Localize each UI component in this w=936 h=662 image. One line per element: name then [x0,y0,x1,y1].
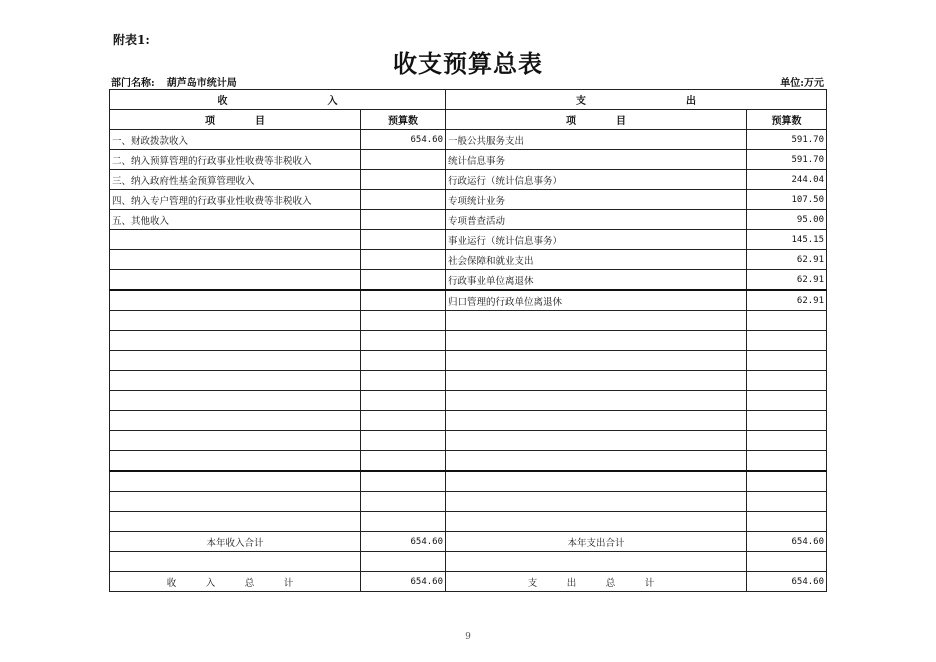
expense-item-cell: 事业运行（统计信息事务） [446,230,747,250]
expense-item-cell: 归口管理的行政单位离退休 [446,290,747,311]
expense-budget-header: 预算数 [747,110,827,130]
expense-value-cell: 145.15 [747,230,827,250]
income-value-cell [361,190,446,210]
empty-cell [110,552,361,572]
expense-item-cell: 行政运行（统计信息事务） [446,170,747,190]
annex-label: 附表1: [113,33,150,47]
column-header-row [110,110,827,130]
table-row [110,451,827,472]
income-value-cell [361,270,446,291]
expense-value-cell: 62.91 [747,270,827,291]
table-row [110,270,827,291]
expense-value-cell: 95.00 [747,210,827,230]
table-row [110,190,827,210]
table-row [110,210,827,230]
income-value-cell [361,170,446,190]
expense-value-cell: 62.91 [747,290,827,311]
table-row [110,150,827,170]
table-row [110,391,827,411]
table-row [110,512,827,532]
expense-value-cell [747,451,827,472]
table-row [110,431,827,451]
income-value-cell [361,451,446,472]
income-value-cell [361,351,446,371]
expense-year-total-label: 本年支出合计 [446,532,747,552]
income-year-total-value: 654.60 [361,532,446,552]
unit-label: 单位:万元 [780,78,824,89]
income-value-cell [361,492,446,512]
expense-item-cell: 统计信息事务 [446,150,747,170]
grand-total-row [110,572,827,592]
income-item-cell: 五、其他收入 [110,210,361,230]
expense-value-cell [747,351,827,371]
income-item-cell [110,471,361,492]
income-item-cell [110,311,361,331]
income-value-cell [361,471,446,492]
expense-year-total-value: 654.60 [747,532,827,552]
income-grand-total-value: 654.60 [361,572,446,592]
expense-item-cell [446,391,747,411]
income-year-total-label: 本年收入合计 [110,532,361,552]
income-item-cell: 一、财政拨款收入 [110,130,361,150]
income-value-cell [361,210,446,230]
expense-item-cell [446,471,747,492]
department-line [111,74,237,89]
income-value-cell [361,411,446,431]
expense-value-cell [747,431,827,451]
table-row [110,230,827,250]
income-item-cell [110,492,361,512]
income-item-cell [110,451,361,472]
income-value-cell [361,250,446,270]
empty-cell [361,552,446,572]
income-item-cell [110,230,361,250]
table-row [110,471,827,492]
expense-value-cell [747,311,827,331]
income-budget-header: 预算数 [361,110,446,130]
table-row [110,492,827,512]
expense-header: 支 出 [446,90,827,110]
expense-item-cell [446,331,747,351]
income-item-cell [110,270,361,291]
expense-item-cell: 专项普查活动 [446,210,747,230]
income-item-cell [110,431,361,451]
expense-item-cell [446,371,747,391]
page-title: 收支预算总表 [393,49,543,78]
income-value-cell [361,431,446,451]
page-number: 9 [465,632,471,642]
expense-value-cell: 62.91 [747,250,827,270]
expense-value-cell: 244.04 [747,170,827,190]
table-row [110,371,827,391]
expense-item-cell [446,512,747,532]
income-item-cell [110,290,361,311]
income-item-cell: 二、纳入预算管理的行政事业性收费等非税收入 [110,150,361,170]
expense-value-cell: 107.50 [747,190,827,210]
expense-value-cell [747,331,827,351]
table-row [110,170,827,190]
income-value-cell [361,331,446,351]
income-item-header: 项 目 [110,110,361,130]
income-item-cell [110,331,361,351]
expense-item-cell: 一般公共服务支出 [446,130,747,150]
table-row [110,331,827,351]
expense-item-cell: 专项统计业务 [446,190,747,210]
income-item-cell [110,411,361,431]
income-item-cell [110,391,361,411]
income-value-cell [361,512,446,532]
budget-table [109,89,827,592]
table-row [110,351,827,371]
expense-value-cell: 591.70 [747,150,827,170]
expense-grand-total-label: 支 出 总 计 [446,572,747,592]
expense-grand-total-value: 654.60 [747,572,827,592]
expense-value-cell [747,492,827,512]
income-item-cell: 四、纳入专户管理的行政事业性收费等非税收入 [110,190,361,210]
income-grand-total-label: 收 入 总 计 [110,572,361,592]
year-total-row [110,532,827,552]
table-row [110,290,827,311]
income-item-cell [110,512,361,532]
expense-value-cell [747,391,827,411]
income-item-cell [110,250,361,270]
dept-name: 葫芦岛市统计局 [166,78,237,89]
expense-value-cell: 591.70 [747,130,827,150]
income-value-cell: 654.60 [361,130,446,150]
table-row [110,250,827,270]
expense-item-cell [446,351,747,371]
expense-item-cell [446,411,747,431]
income-value-cell [361,150,446,170]
income-value-cell [361,371,446,391]
table-row [110,311,827,331]
table-row [110,552,827,572]
expense-item-cell [446,431,747,451]
income-value-cell [361,311,446,331]
income-value-cell [361,230,446,250]
expense-value-cell [747,512,827,532]
income-item-cell [110,371,361,391]
table-row [110,411,827,431]
expense-item-cell [446,451,747,472]
expense-item-header: 项 目 [446,110,747,130]
expense-item-cell: 社会保障和就业支出 [446,250,747,270]
income-item-cell [110,351,361,371]
expense-item-cell: 行政事业单位离退休 [446,270,747,291]
income-header: 收 入 [110,90,446,110]
expense-value-cell [747,411,827,431]
expense-item-cell [446,492,747,512]
expense-item-cell [446,311,747,331]
income-item-cell: 三、纳入政府性基金预算管理收入 [110,170,361,190]
empty-cell [446,552,747,572]
table-row [110,130,827,150]
dept-label: 部门名称: [111,78,155,89]
income-value-cell [361,391,446,411]
expense-value-cell [747,371,827,391]
empty-cell [747,552,827,572]
income-value-cell [361,290,446,311]
expense-value-cell [747,471,827,492]
section-header-row [110,90,827,110]
